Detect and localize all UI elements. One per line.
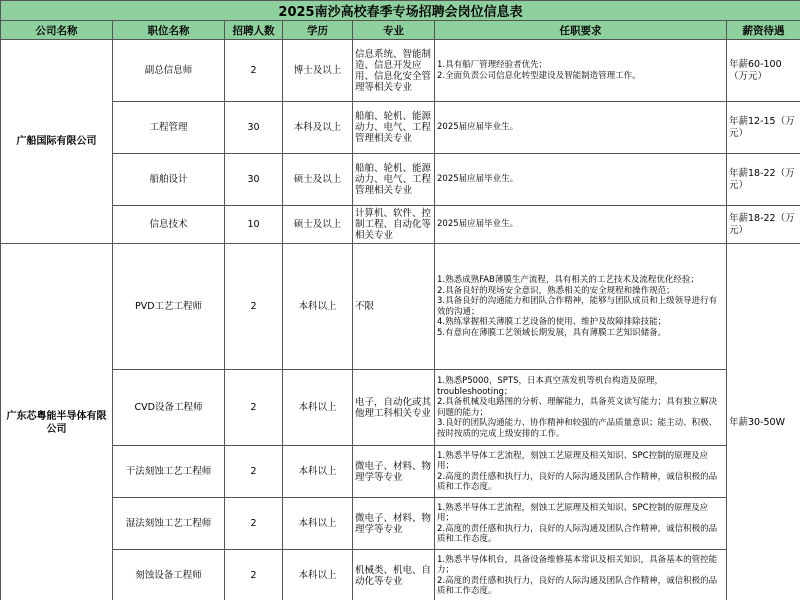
requirement-line: 4.熟练掌握相关薄膜工艺设备的使用、维护及故障排除技能； [437, 317, 667, 327]
education: 本科以上 [283, 370, 353, 446]
position-name: 工程管理 [113, 102, 225, 154]
header-major: 专业 [353, 21, 435, 40]
major: 电子，自动化或其他理工科相关专业 [353, 370, 435, 446]
position-name: 干法刻蚀工艺工程师 [113, 446, 225, 498]
major: 船舶、轮机、能源动力、电气、工程管理相关专业 [353, 102, 435, 154]
education: 本科及以上 [283, 102, 353, 154]
requirement-line: 1.熟悉半导体机台，具备设备维修基本常识及相关知识，具备基本的管控能力； [437, 554, 718, 575]
requirement-line: 2.高度的责任感和执行力，良好的人际沟通及团队合作精神，诚信积极的品质和工作态度。 [437, 471, 718, 492]
major: 不限 [353, 244, 435, 370]
education: 本科以上 [283, 498, 353, 550]
header-education: 学历 [283, 21, 353, 40]
major: 微电子、材料、物理学等专业 [353, 498, 435, 550]
requirements [435, 244, 727, 370]
requirement-line: 5.有意向在薄膜工艺领域长期发展，具有薄膜工艺知识储备。 [437, 327, 667, 338]
requirements [435, 206, 727, 244]
major: 信息系统、智能制造、信息开发应用、信息化安全管理等相关专业 [353, 40, 435, 102]
requirement-line: 2.具备机械及电路图的分析、理解能力，具备英文读写能力；具有独立解决问题的能力； [437, 397, 718, 418]
position-name: CVD设备工程师 [113, 370, 225, 446]
headcount: 30 [225, 102, 283, 154]
position-name: 湿法刻蚀工艺工程师 [113, 498, 225, 550]
salary: 年薪18-22（万元） [727, 206, 800, 244]
requirement-line: 1.熟悉P5000，SPTS，日本真空蒸发机等机台构造及原理，troubleshooting； [437, 376, 663, 397]
requirement-line: 2.具备良好的现场安全意识，熟悉相关的安全规程和操作规范； [437, 285, 675, 296]
table-row [1, 370, 800, 446]
requirement-line: 1.熟悉半导体工艺流程，刻蚀工艺原理及相关知识、SPC控制的原理及应用； [437, 502, 709, 523]
headcount: 30 [225, 154, 283, 206]
header-row [1, 21, 800, 40]
header-count: 招聘人数 [225, 21, 283, 40]
education: 硕士及以上 [283, 154, 353, 206]
sheet-title: 2025南沙高校春季专场招聘会岗位信息表 [1, 1, 800, 21]
requirement-line: 1.熟悉半导体工艺流程，刻蚀工艺原理及相关知识、SPC控制的原理及应用； [437, 450, 709, 471]
requirement-line: 1.熟悉成熟FAB薄膜生产流程，具有相关的工艺技术及流程优化经验； [437, 275, 699, 285]
table-row [1, 244, 800, 370]
requirements [435, 40, 727, 102]
requirement-line: 2025届应届毕业生。 [437, 174, 519, 185]
header-salary: 薪资待遇 [727, 21, 800, 40]
education: 硕士及以上 [283, 206, 353, 244]
requirement-line: 2025届应届毕业生。 [437, 122, 519, 133]
requirements [435, 154, 727, 206]
position-name: 信息技术 [113, 206, 225, 244]
requirements [435, 550, 727, 600]
table-body [1, 40, 800, 600]
requirement-line: 2.全面负责公司信息化转型建设及智能制造管理工作。 [437, 70, 641, 81]
education: 本科以上 [283, 446, 353, 498]
headcount: 2 [225, 550, 283, 600]
headcount: 2 [225, 40, 283, 102]
major: 机械类、机电、自动化等专业 [353, 550, 435, 600]
header-requirement: 任职要求 [435, 21, 727, 40]
requirement-line: 2025届应届毕业生。 [437, 219, 519, 230]
headcount: 2 [225, 446, 283, 498]
position-name: 刻蚀设备工程师 [113, 550, 225, 600]
table-row [1, 206, 800, 244]
headcount: 2 [225, 370, 283, 446]
table-row [1, 40, 800, 102]
major: 船舶、轮机、能源动力、电气、工程管理相关专业 [353, 154, 435, 206]
header-company: 公司名称 [1, 21, 113, 40]
requirement-line: 2.高度的责任感和执行力，良好的人际沟通及团队合作精神，诚信积极的品质和工作态度。 [437, 575, 718, 596]
requirement-line: 1.具有船厂管理经验者优先； [437, 60, 548, 70]
headcount: 2 [225, 244, 283, 370]
headcount: 10 [225, 206, 283, 244]
requirements [435, 102, 727, 154]
major: 计算机、软件、控制工程、自动化等相关专业 [353, 206, 435, 244]
education: 本科以上 [283, 244, 353, 370]
requirement-line: 3.具备良好的沟通能力和团队合作精神，能够与团队成员和上级领导进行有效的沟通； [437, 296, 718, 317]
salary: 年薪60-100（万元） [727, 40, 800, 102]
position-name: 副总信息师 [113, 40, 225, 102]
headcount: 2 [225, 498, 283, 550]
requirements [435, 498, 727, 550]
company-name: 广船国际有限公司 [1, 40, 113, 244]
education: 本科以上 [283, 550, 353, 600]
salary: 年薪30-50W [727, 244, 800, 600]
salary: 年薪12-15（万元） [727, 102, 800, 154]
requirements [435, 446, 727, 498]
salary: 年薪18-22（万元） [727, 154, 800, 206]
requirement-line: 2.高度的责任感和执行力，良好的人际沟通及团队合作精神，诚信积极的品质和工作态度。 [437, 523, 718, 544]
header-position: 职位名称 [113, 21, 225, 40]
table-row [1, 550, 800, 600]
education: 博士及以上 [283, 40, 353, 102]
table-row [1, 446, 800, 498]
table-row [1, 154, 800, 206]
table-row [1, 498, 800, 550]
major: 微电子、材料、物理学等专业 [353, 446, 435, 498]
position-name: 船舶设计 [113, 154, 225, 206]
company-name: 广东芯粤能半导体有限公司 [1, 244, 113, 600]
requirements [435, 370, 727, 446]
table-row [1, 102, 800, 154]
position-name: PVD工艺工程师 [113, 244, 225, 370]
requirement-line: 3.良好的团队沟通能力、协作精神和较强的产品质量意识；能主动、积极、按时按质的完成上级安排的工作。 [437, 418, 718, 439]
